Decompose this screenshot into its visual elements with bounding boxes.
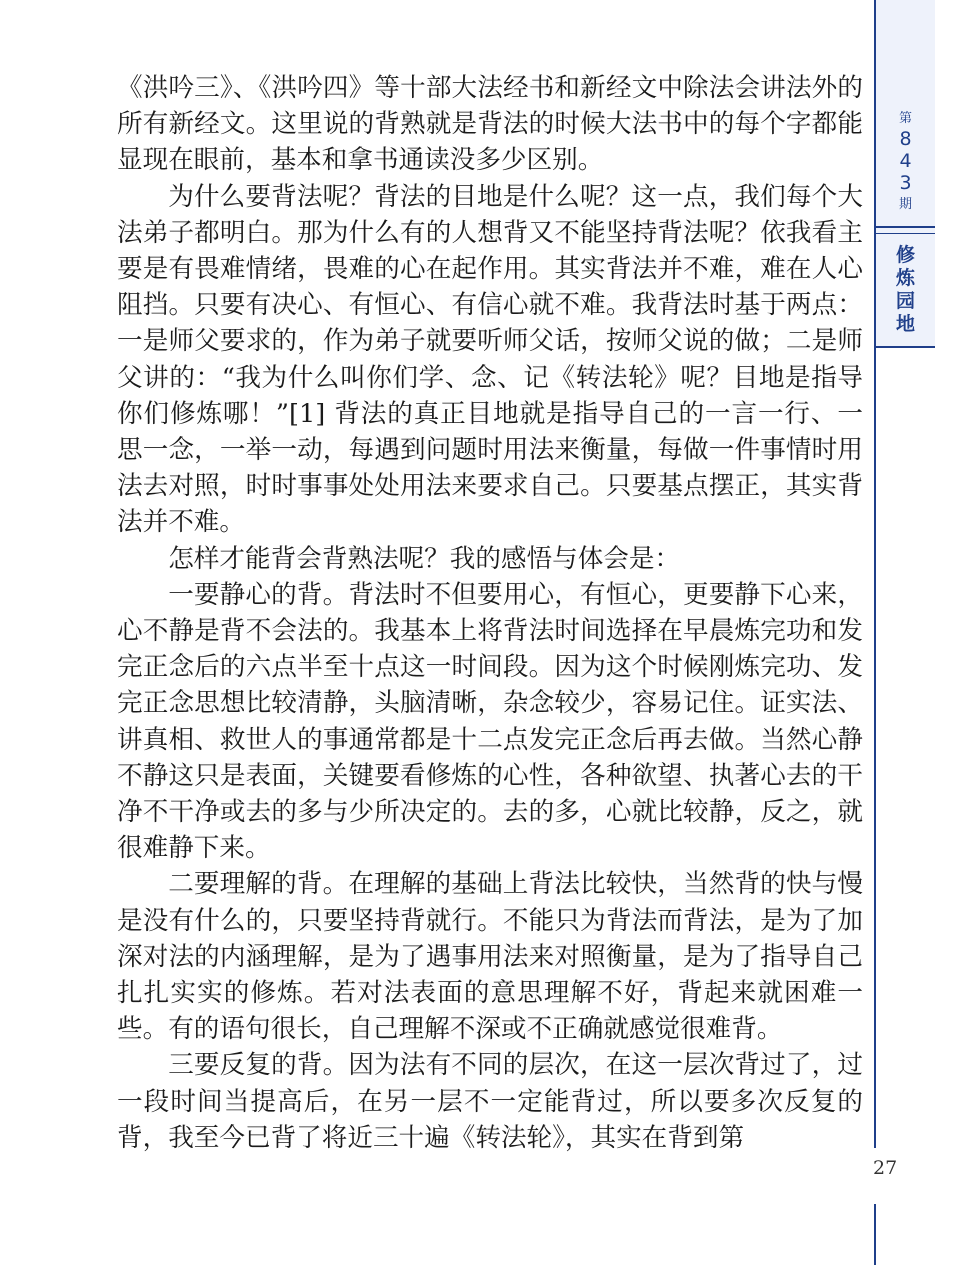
section-title	[876, 244, 935, 336]
issue-number	[876, 104, 935, 224]
paragraph: 《洪吟三》、《洪吟四》等十部大法经书和新经文中除法会讲法外的所有新经文。这里说的背熟就是背法的时候大法书中的每个字都能显现在眼前，基本和拿书通读没多少区别。	[117, 73, 863, 176]
issue-digit: 4	[899, 150, 912, 172]
section-char: 园	[895, 290, 915, 312]
tab-divider	[876, 226, 935, 228]
article-body	[117, 70, 863, 1156]
section-char: 地	[895, 313, 915, 335]
paragraph: 三要反复的背。因为法有不同的层次，在这一层次背过了，过一段时间当提高后，在另一层不一定能背过，所以要多次反复的背，我至今已背了将近三十遍《转法轮》，其实在背到第	[117, 1050, 863, 1153]
tab-divider	[876, 233, 935, 234]
issue-suffix: 期	[898, 197, 912, 212]
issue-digit: 3	[899, 172, 912, 194]
paragraph: 为什么要背法呢？背法的目地是什么呢？这一点，我们每个大法弟子都明白。那为什么有的人想背又不能坚持背法呢？依我看主要是有畏难情绪，畏难的心在起作用。其实背法并不难，难在人心阻挡。只要有决心、有恒心、有信心就不难。我背法时基于两点：一是师父要求的，作为弟子就要听师父话，按师父说的做；二是师父讲的：“我为什么叫你们学、念、记《转法轮》呢？目地是指导你们修炼哪！”[1] 背法的真正目地就是指导自己的一言一行、一思一念，一举一动，每遇到问题时用法来衡量，每做一件事情时用法去对照，时时事事处处用法来要求自己。只要基点摆正，其实背法并不难。	[117, 181, 863, 538]
paragraph: 二要理解的背。在理解的基础上背法比较快，当然背的快与慢是没有什么的，只要坚持背就行。不能只为背法而背法，是为了加深对法的内涵理解，是为了遇事用法来对照衡量，是为了指导自己扎扎实实的修炼。若对法表面的意思理解不好，背起来就困难一些。有的语句很长，自己理解不深或不正确就感觉很难背。	[117, 869, 863, 1045]
page-number: 27	[873, 1157, 898, 1179]
paragraph: 一要静心的背。背法时不但要用心，有恒心，更要静下心来，心不静是背不会法的。我基本上将背法时间选择在早晨炼完功和发完正念后的六点半至十点这一时间段。因为这个时候刚炼完功、发完正念思想比较清静，头脑清晰，杂念较少，容易记住。证实法、讲真相、救世人的事通常都是十二点发完正念后再去做。当然心静不静这只是表面，关键要看修炼的心性，各种欲望、执著心去的干净不干净或去的多与少所决定的。去的多，心就比较静，反之，就很难静下来。	[117, 579, 863, 864]
issue-prefix: 第	[898, 111, 912, 126]
paragraph: 怎样才能背会背熟法呢？我的感悟与体会是：	[168, 543, 681, 574]
section-char: 修	[895, 244, 915, 266]
section-char: 炼	[895, 267, 915, 289]
issue-digit: 8	[899, 128, 912, 150]
tab-divider	[876, 346, 935, 348]
